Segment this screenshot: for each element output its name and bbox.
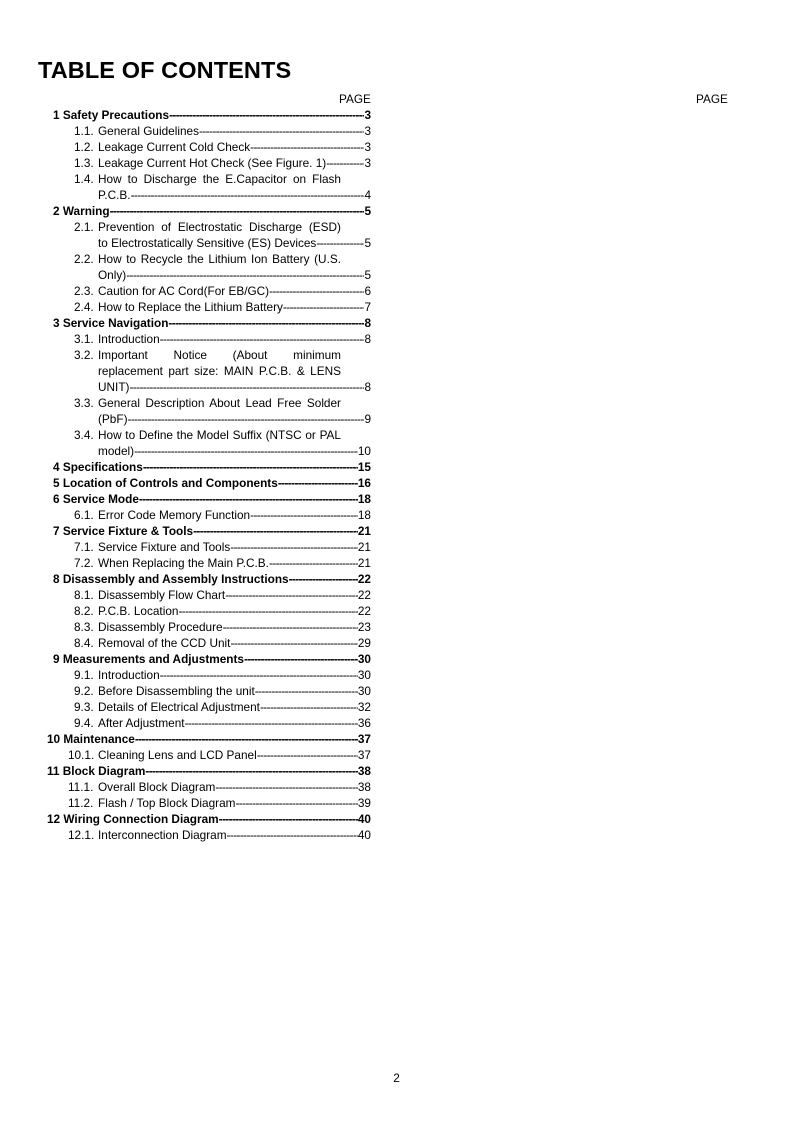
toc-section-entry[interactable] [74, 619, 371, 635]
toc-section-entry[interactable] [74, 587, 371, 603]
toc-entry-title: Details of Electrical Adjustment [98, 700, 260, 714]
toc-entry-page: 22 [357, 604, 371, 618]
toc-entry-title: Location of Controls and Components [62, 476, 278, 490]
toc-entry-page: 22 [357, 588, 371, 602]
toc-entry-number: 3.3. [74, 396, 94, 410]
dot-leader [199, 123, 364, 139]
toc-section-entry[interactable] [74, 139, 371, 155]
dot-leader [223, 619, 358, 635]
toc-entry-number: 8.4. [74, 636, 94, 650]
dot-leader [255, 683, 358, 699]
toc-entry-number: 2.1. [74, 220, 94, 234]
toc-section-entry[interactable] [74, 219, 371, 251]
toc-entry-number: 10.1. [68, 748, 95, 762]
toc-entry-page: 30 [357, 652, 371, 666]
toc-entry-title: Maintenance [63, 732, 135, 746]
toc-entry-title: Error Code Memory Function [98, 508, 251, 522]
toc-entry-page: 16 [357, 476, 371, 490]
toc-entry-page: 22 [357, 572, 371, 586]
toc-section-entry[interactable] [74, 667, 371, 683]
toc-entry-title: Safety Precautions [62, 108, 170, 122]
toc-chapter-entry[interactable] [47, 731, 371, 747]
toc-entry-title: Caution for AC Cord(For EB/GC) [98, 284, 270, 298]
toc-entry-title-line: General Description About Lead Free Solder [98, 396, 341, 410]
toc-chapter-entry[interactable] [47, 811, 371, 827]
toc-entry-title: Interconnection Diagram [98, 828, 227, 842]
toc-entry-title: Service Fixture and Tools [98, 540, 231, 554]
toc-entry-number: 2.3. [74, 284, 94, 298]
toc-entry-title: How to Replace the Lithium Battery [98, 300, 283, 314]
toc-entry-number: 2.2. [74, 252, 94, 266]
toc-section-entry[interactable] [68, 747, 371, 763]
dot-leader [128, 411, 365, 427]
dot-leader [145, 763, 358, 779]
toc-section-entry[interactable] [74, 507, 371, 523]
toc-entry-number: 11.2. [68, 796, 94, 810]
toc-entry-title: After Adjustment [98, 716, 185, 730]
toc-entry-title: P.C.B. Location [98, 604, 179, 618]
toc-entry-number: 12.1. [68, 828, 95, 842]
toc-entry-page: 4 [364, 188, 371, 202]
dot-leader [230, 539, 358, 555]
dot-leader [278, 475, 358, 491]
toc-entry-number: 9.3. [74, 700, 94, 714]
toc-entry-title-line: Prevention of Electrostatic Discharge (ESD) [98, 220, 341, 234]
toc-section-entry[interactable] [74, 331, 371, 347]
toc-entry-page: 8 [364, 380, 371, 394]
toc-entry-title: model) [98, 444, 135, 458]
page-column-header-right: PAGE [696, 92, 728, 106]
toc-entry-title: Leakage Current Cold Check [98, 140, 251, 154]
toc-section-entry[interactable] [74, 347, 371, 395]
toc-entry-number: 5 [53, 476, 60, 490]
toc-section-entry[interactable] [74, 395, 371, 427]
dot-leader [289, 571, 358, 587]
toc-entry-number: 1.1. [74, 124, 94, 138]
toc-entry-page: 7 [364, 300, 371, 314]
dot-leader [316, 235, 364, 251]
dot-leader [215, 779, 358, 795]
toc-entry-page: 5 [364, 268, 371, 282]
toc-entry-number: 8.1. [74, 588, 94, 602]
toc-entry-number: 3.4. [74, 428, 94, 442]
toc-entry-page: 15 [357, 460, 371, 474]
dot-leader [269, 283, 364, 299]
toc-entry-number: 1.4. [74, 172, 94, 186]
toc-entry-page: 38 [357, 780, 371, 794]
toc-section-entry[interactable] [68, 795, 371, 811]
toc-entry-page: 29 [357, 636, 371, 650]
toc-entry-title: Leakage Current Hot Check (See Figure. 1) [98, 156, 327, 170]
dot-leader [235, 795, 357, 811]
dot-leader [326, 155, 364, 171]
toc-entry-number: 1.3. [74, 156, 94, 170]
toc-entry-number: 11.1. [68, 780, 94, 794]
toc-entry-page: 21 [357, 540, 371, 554]
toc-entry-title: Block Diagram [62, 764, 146, 778]
toc-entry-number: 12 [47, 812, 61, 826]
toc-entry-title: Introduction [98, 668, 160, 682]
toc-entry-title: Disassembly Procedure [98, 620, 223, 634]
toc-section-entry[interactable] [74, 699, 371, 715]
toc-section-entry[interactable] [74, 123, 371, 139]
toc-chapter-entry[interactable] [53, 571, 371, 587]
toc-entry-title: Introduction [98, 332, 160, 346]
toc-entry-page: 6 [364, 284, 371, 298]
toc-entry-page: 9 [364, 412, 371, 426]
toc-entry-page: 5 [364, 204, 371, 218]
toc-entry-title: Specifications [62, 460, 143, 474]
toc-entry-title-line: replacement part size: MAIN P.C.B. & LENS [98, 364, 341, 378]
toc-entry-page: 36 [357, 716, 371, 730]
dot-leader [131, 187, 365, 203]
toc-entry-title: Cleaning Lens and LCD Panel [98, 748, 257, 762]
toc-entry-number: 7 [53, 524, 60, 538]
toc-entry-page: 23 [357, 620, 371, 634]
toc-entry-title-line: How to Define the Model Suffix (NTSC or PAL [98, 428, 341, 442]
dot-leader [160, 331, 365, 347]
toc-chapter-entry[interactable] [53, 651, 371, 667]
toc-entry-number: 10 [47, 732, 61, 746]
toc-entry-number: 9 [53, 652, 60, 666]
toc-entry-page: 5 [364, 236, 371, 250]
dot-leader [283, 299, 365, 315]
toc-entry-number: 6.1. [74, 508, 94, 522]
toc-entry-page: 18 [357, 492, 371, 506]
toc-entry-page: 32 [357, 700, 371, 714]
dot-leader [250, 139, 364, 155]
dot-leader [257, 747, 358, 763]
toc-entry-title: Flash / Top Block Diagram [98, 796, 236, 810]
toc-entry-title: Disassembly Flow Chart [98, 588, 226, 602]
toc-entry-number: 3.1. [74, 332, 94, 346]
toc-entry-number: 1.2. [74, 140, 94, 154]
toc-section-entry[interactable] [74, 635, 371, 651]
toc-entry-title: Service Navigation [62, 316, 169, 330]
dot-leader [244, 651, 358, 667]
dot-leader [110, 203, 365, 219]
toc-section-entry[interactable] [74, 715, 371, 731]
toc-entry-number: 2.4. [74, 300, 94, 314]
toc-entry-page: 3 [364, 124, 371, 138]
toc-entry-page: 39 [357, 796, 371, 810]
toc-entry-number: 4 [53, 460, 60, 474]
toc-entry-title: Before Disassembling the unit [98, 684, 255, 698]
dot-leader [126, 267, 364, 283]
toc-entry-title: P.C.B. [98, 188, 131, 202]
page-title: TABLE OF CONTENTS [38, 57, 292, 83]
toc-entry-title: Warning [62, 204, 110, 218]
toc-entry-title: General Guidelines [98, 124, 199, 138]
toc-entry-number: 9.2. [74, 684, 94, 698]
toc-entry-title: Service Fixture & Tools [62, 524, 194, 538]
dot-leader [250, 507, 358, 523]
toc-section-entry[interactable] [74, 155, 371, 171]
toc-entry-page: 37 [357, 732, 371, 746]
dot-leader [230, 635, 357, 651]
toc-entry-page: 8 [364, 332, 371, 346]
toc-section-entry[interactable] [74, 603, 371, 619]
toc-entry-page: 21 [357, 524, 371, 538]
toc-entry-number: 11 [47, 764, 60, 778]
dot-leader [260, 699, 358, 715]
toc-entry-page: 10 [357, 444, 371, 458]
toc-section-entry[interactable] [74, 683, 371, 699]
page-column-header-left: PAGE [339, 92, 371, 106]
toc-entry-number: 8 [53, 572, 60, 586]
toc-section-entry[interactable] [74, 299, 371, 315]
toc-entry-page: 8 [364, 316, 371, 330]
toc-section-entry[interactable] [74, 171, 371, 203]
dot-leader [193, 523, 358, 539]
toc-entry-page: 3 [364, 108, 371, 122]
toc-section-entry[interactable] [68, 779, 371, 795]
toc-entry-title: Service Mode [62, 492, 139, 506]
toc-entry-page: 40 [357, 812, 371, 826]
dot-leader [219, 811, 358, 827]
toc-chapter-entry[interactable] [53, 203, 371, 219]
toc-chapter-entry[interactable] [53, 315, 371, 331]
toc-entry-title: Only) [98, 268, 127, 282]
toc-entry-page: 30 [357, 668, 371, 682]
toc-entry-title-line: Important Notice (About minimum [98, 348, 341, 362]
toc-entry-page: 3 [364, 156, 371, 170]
toc-entry-number: 2 [53, 204, 60, 218]
toc-entry-number: 7.2. [74, 556, 94, 570]
dot-leader [227, 827, 358, 843]
toc-entry-number: 9.4. [74, 716, 94, 730]
dot-leader [134, 443, 358, 459]
dot-leader [225, 587, 358, 603]
toc-entry-number: 6 [53, 492, 60, 506]
toc-entry-title: Removal of the CCD Unit [98, 636, 231, 650]
toc-entry-number: 3.2. [74, 348, 94, 362]
toc-entry-page: 21 [357, 556, 371, 570]
toc-section-entry[interactable] [68, 827, 371, 843]
toc-entry-title-line: How to Discharge the E.Capacitor on Flash [98, 172, 341, 186]
toc-entry-number: 1 [53, 108, 60, 122]
toc-chapter-entry[interactable] [47, 763, 371, 779]
dot-leader [269, 555, 358, 571]
toc-entry-title: UNIT) [98, 380, 130, 394]
footer-page-number: 2 [393, 1071, 400, 1085]
toc-entry-number: 7.1. [74, 540, 94, 554]
toc-section-entry[interactable] [74, 283, 371, 299]
toc-chapter-entry[interactable] [53, 107, 371, 123]
toc-entry-title: When Replacing the Main P.C.B. [98, 556, 269, 570]
toc-entry-number: 3 [53, 316, 60, 330]
toc-entry-number: 9.1. [74, 668, 94, 682]
toc-entry-title: Overall Block Diagram [98, 780, 216, 794]
toc-entry-page: 38 [357, 764, 371, 778]
toc-chapter-entry[interactable] [53, 459, 371, 475]
dot-leader [143, 459, 358, 475]
toc-section-entry[interactable] [74, 539, 371, 555]
dot-leader [168, 315, 364, 331]
dot-leader [129, 379, 364, 395]
toc-entry-title: Wiring Connection Diagram [63, 812, 219, 826]
toc-chapter-entry[interactable] [53, 475, 371, 491]
toc-entry-title: Disassembly and Assembly Instructions [62, 572, 289, 586]
toc-entry-title-line: How to Recycle the Lithium Ion Battery (U.S. [98, 252, 341, 266]
dot-leader [160, 667, 358, 683]
toc-entry-title: Measurements and Adjustments [62, 652, 244, 666]
toc-entry-title: to Electrostatically Sensitive (ES) Devices [98, 236, 317, 250]
dot-leader [185, 715, 358, 731]
dot-leader [135, 731, 358, 747]
toc-entry-page: 18 [357, 508, 371, 522]
toc-section-entry[interactable] [74, 555, 371, 571]
toc-entry-page: 3 [364, 140, 371, 154]
toc-entry-number: 8.3. [74, 620, 94, 634]
toc-section-entry[interactable] [74, 427, 371, 459]
toc-chapter-entry[interactable] [53, 523, 371, 539]
dot-leader [169, 107, 364, 123]
toc-entry-page: 30 [357, 684, 371, 698]
dot-leader [178, 603, 357, 619]
toc-section-entry[interactable] [74, 251, 371, 283]
toc-entry-number: 8.2. [74, 604, 94, 618]
toc-entry-page: 37 [357, 748, 371, 762]
toc-entry-page: 40 [357, 828, 371, 842]
toc-entry-title: (PbF) [98, 412, 128, 426]
toc-chapter-entry[interactable] [53, 491, 371, 507]
dot-leader [139, 491, 358, 507]
